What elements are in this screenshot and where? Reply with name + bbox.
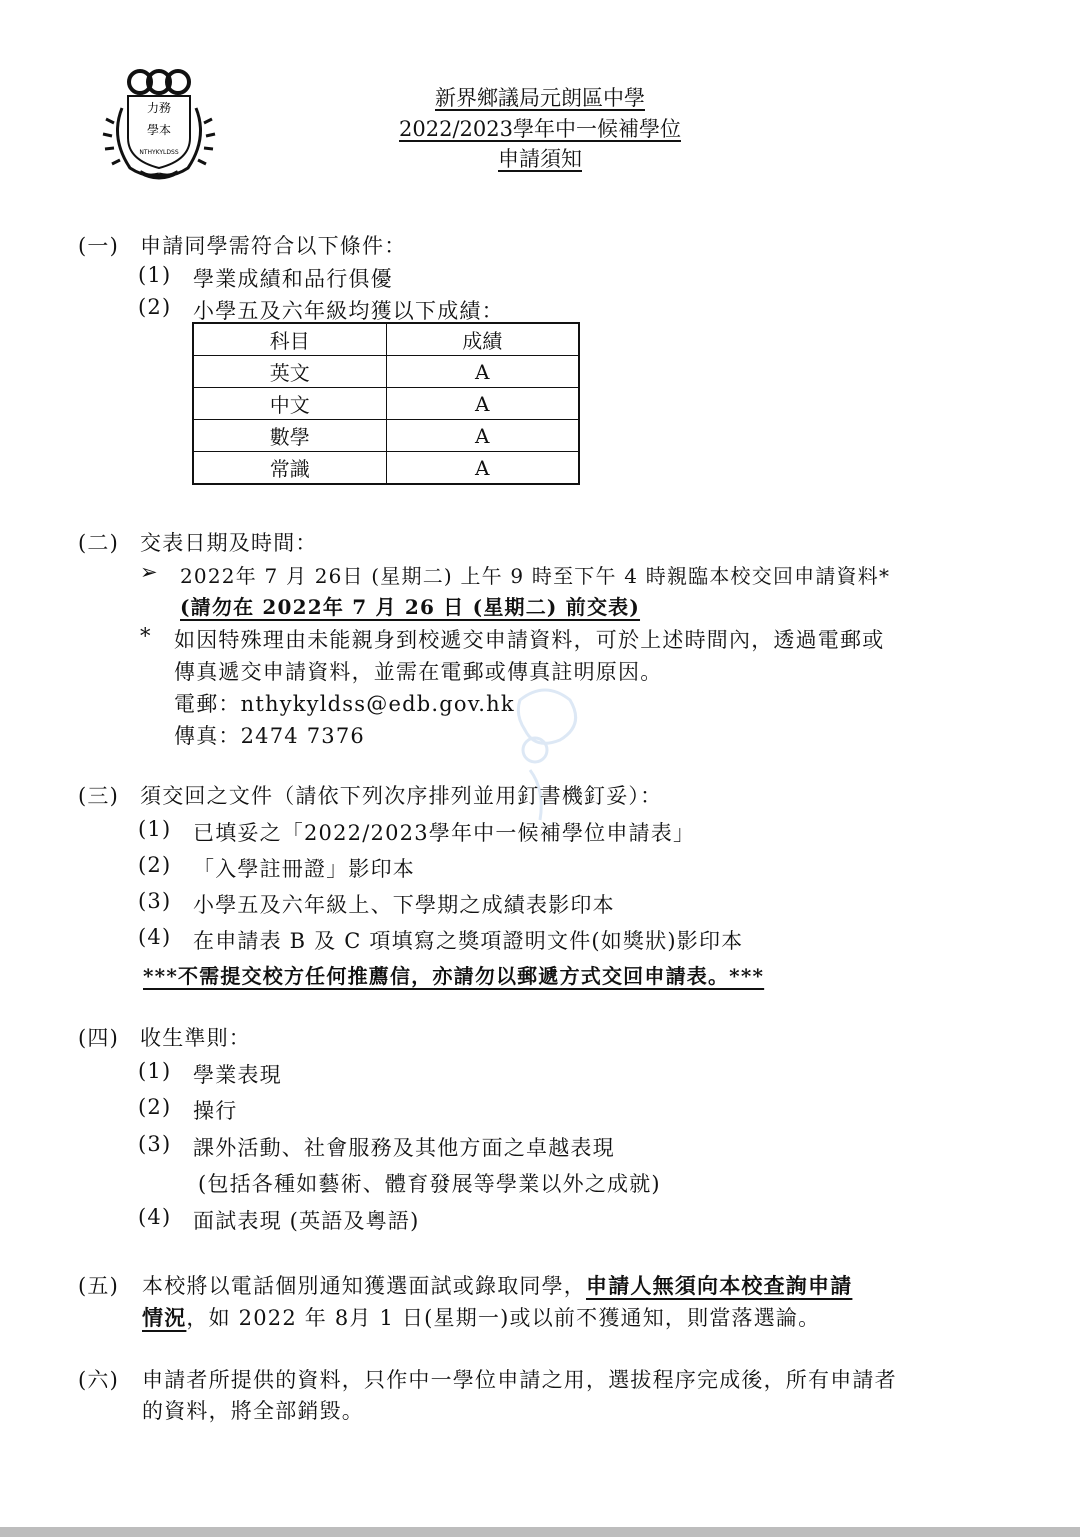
section3-item-text: 已填妥之「2022/2023學年中一候補學位申請表」 xyxy=(193,821,696,845)
logo-motto-2: 學本 xyxy=(146,123,172,137)
section1-item-num: (2) xyxy=(138,295,172,319)
table-row xyxy=(193,388,579,420)
email-label: 電郵： xyxy=(174,692,241,716)
table-cell-subject: 中文 xyxy=(193,388,386,420)
table-cell-subject: 常識 xyxy=(193,452,386,485)
table-header-row xyxy=(193,323,579,356)
table-header-cell: 科目 xyxy=(193,323,386,356)
table-row xyxy=(193,356,579,388)
table-row xyxy=(193,420,579,452)
table-cell-grade: A xyxy=(386,452,579,485)
section5-bold: 申請人無須向本校查詢申請 xyxy=(586,1273,853,1298)
section4-item-subtext: (包括各種如藝術、體育發展等學業以外之成就) xyxy=(198,1172,661,1196)
email-row xyxy=(174,688,515,718)
section1-item-text: 小學五及六年級均獲以下成績： xyxy=(193,299,504,323)
section3-heading: 須交回之文件（請依下列次序排列並用釘書機釘妥）： xyxy=(140,784,663,808)
special-note-line2: 傳真遞交申請資料，並需在電郵或傳真註明原因。 xyxy=(174,660,663,684)
submission-time: 2022年 7 月 26日 (星期二) 上午 9 時至下午 4 時親臨本校交回申請資料* xyxy=(180,564,891,588)
fax-number: 2474 7376 xyxy=(240,724,365,748)
section5-line2 xyxy=(142,1302,820,1332)
section1-number: (一) xyxy=(78,234,119,258)
section4-item-num: (3) xyxy=(138,1132,172,1156)
table-cell-grade: A xyxy=(386,356,579,388)
table-cell-subject: 英文 xyxy=(193,356,386,388)
section4-heading: 收生準則： xyxy=(140,1026,251,1050)
section6-line2: 的資料，將全部銷毀。 xyxy=(142,1399,364,1423)
bottom-scroll-edge xyxy=(0,1527,1080,1537)
section5-line1 xyxy=(142,1270,852,1300)
table-cell-grade: A xyxy=(386,388,579,420)
section4-item-text: 學業表現 xyxy=(193,1063,282,1087)
section3-item-num: (1) xyxy=(138,817,172,841)
logo-ring-text: NTHYKYLDSS xyxy=(139,149,179,156)
logo-motto-1: 力務 xyxy=(146,101,172,115)
section1-item-num: (1) xyxy=(138,263,172,287)
email-address[interactable]: nthykyldss@edb.gov.hk xyxy=(240,692,515,716)
section3-item-text: 在申請表 B 及 C 項填寫之獎項證明文件(如獎狀)影印本 xyxy=(193,929,744,953)
table-header-cell: 成績 xyxy=(386,323,579,356)
section4-item-text: 課外活動、社會服務及其他方面之卓越表現 xyxy=(193,1136,615,1160)
section3-item-num: (3) xyxy=(138,889,172,913)
section4-number: (四) xyxy=(78,1026,119,1050)
grades-table xyxy=(192,322,580,485)
special-note-line1: 如因特殊理由未能親身到校遞交申請資料，可於上述時間內，透過電郵或 xyxy=(174,628,885,652)
section3-number: (三) xyxy=(78,784,119,808)
fax-row xyxy=(174,720,365,750)
section3-item-num: (4) xyxy=(138,925,172,949)
section5-number: (五) xyxy=(78,1274,119,1298)
section5-text-cont: ，如 2022 年 8月 1 日(星期一)或以前不獲通知，則當落選論。 xyxy=(186,1306,821,1330)
section4-item-text: 操行 xyxy=(193,1099,238,1123)
section3-item-text: 「入學註冊證」影印本 xyxy=(193,857,415,881)
section6-line1: 申請者所提供的資料，只作中一學位申請之用，選拔程序完成後，所有申請者 xyxy=(142,1368,897,1392)
section3-notice: ***不需提交校方任何推薦信，亦請勿以郵遞方式交回申請表。*** xyxy=(143,964,765,988)
note-star: * xyxy=(140,624,152,648)
section5-bold-cont: 情況 xyxy=(142,1305,187,1330)
section4-item-text: 面試表現 (英語及粵語) xyxy=(193,1209,420,1233)
section2-number: (二) xyxy=(78,531,119,555)
section4-item-num: (1) xyxy=(138,1059,172,1083)
section1-item-text: 學業成績和品行俱優 xyxy=(193,267,393,291)
section2-heading: 交表日期及時間： xyxy=(140,531,318,555)
section6-number: (六) xyxy=(78,1368,119,1392)
table-cell-subject: 數學 xyxy=(193,420,386,452)
submission-warning: (請勿在 2022年 7 月 26 日 (星期二) 前交表) xyxy=(180,595,641,619)
section4-item-num: (4) xyxy=(138,1205,172,1229)
section1-heading: 申請同學需符合以下條件： xyxy=(140,234,407,258)
section3-item-text: 小學五及六年級上、下學期之成績表影印本 xyxy=(193,893,615,917)
section5-text: 本校將以電話個別通知獲選面試或錄取同學， xyxy=(142,1274,586,1298)
doc-title: 申請須知 xyxy=(498,147,582,171)
table-row xyxy=(193,452,579,485)
table-cell-grade: A xyxy=(386,420,579,452)
section3-item-num: (2) xyxy=(138,853,172,877)
school-name: 新界鄉議局元朗區中學 xyxy=(435,86,645,110)
section4-item-num: (2) xyxy=(138,1095,172,1119)
doc-subtitle: 2022/2023學年中一候補學位 xyxy=(399,117,681,141)
fax-label: 傳真： xyxy=(174,724,241,748)
arrow-bullet-icon: ➢ xyxy=(140,560,159,584)
